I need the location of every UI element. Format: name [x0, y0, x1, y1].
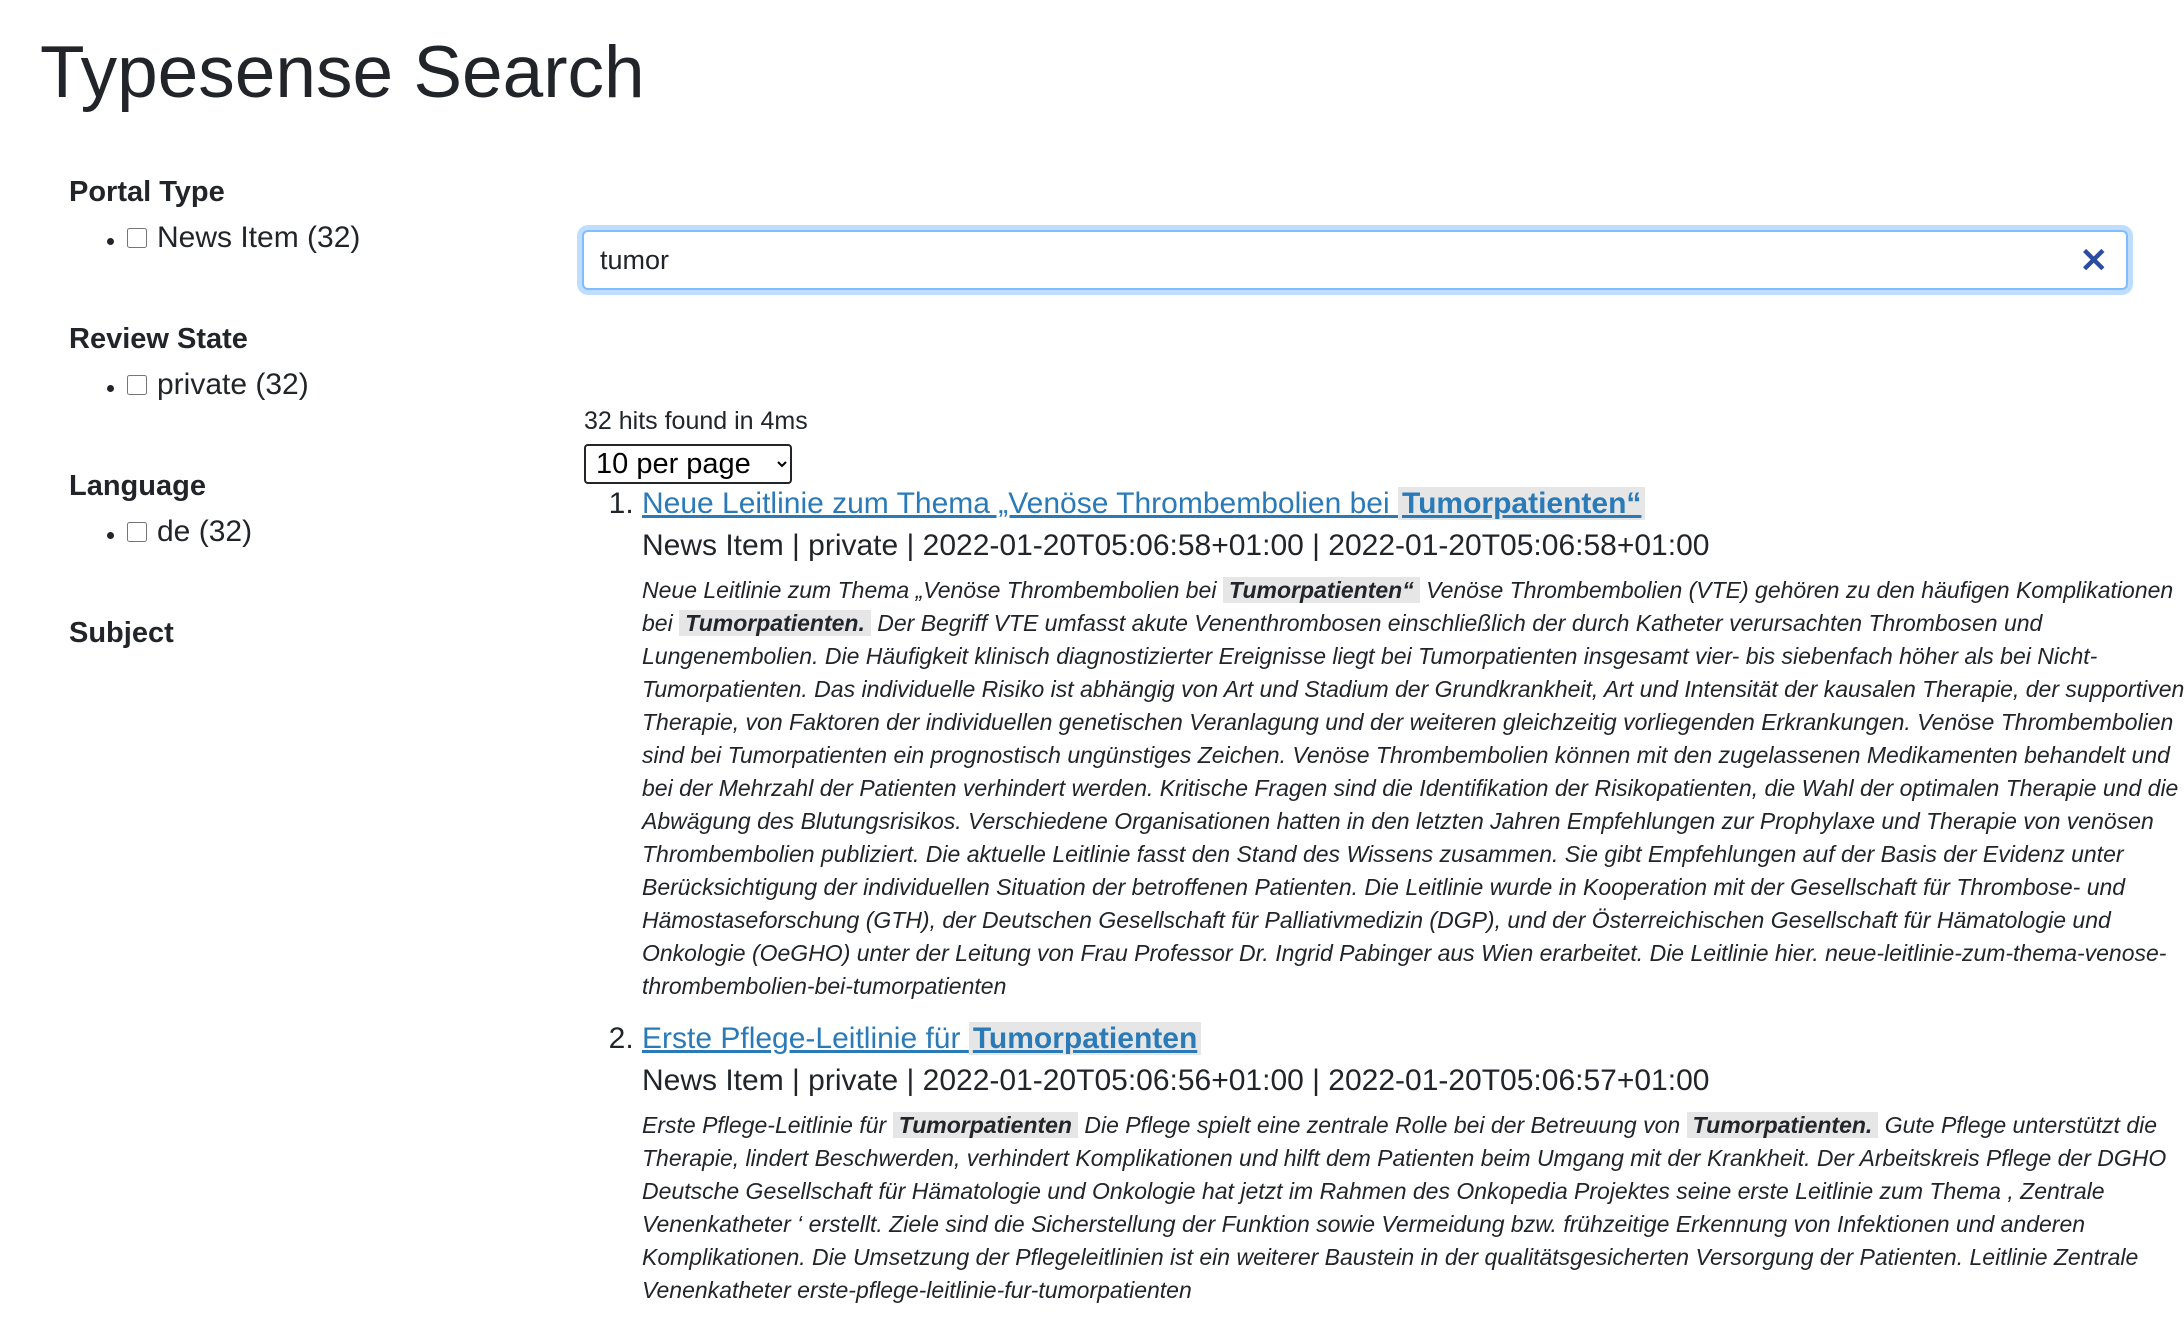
facet-option-label-wrap[interactable] — [127, 512, 252, 552]
search-input[interactable] — [600, 242, 2040, 278]
facet-checkbox-news-item[interactable] — [127, 228, 147, 248]
facet-option-label: • private (32) — [157, 368, 309, 401]
facet-options — [69, 512, 549, 553]
snippet-highlight: Tumorpatienten. — [1687, 1112, 1879, 1138]
snippet-text: Venöse Thrombembolien (VTE) gehören zu den häufigen Komplikationen bei — [642, 577, 2174, 636]
facet-option — [127, 365, 549, 406]
snippet-text: Gute Pflege unterstützt die Therapie, lindert Beschwerden, verhindert Komplikationen und hilft dem Patienten beim Umgang mit der Krankheit. Der Arbeitskreis Pflege der DGHO Deutsche Gesellschaft für Hämatologie und Onkologie hat jetzt im Rahmen des Onkopedia Projektes seine erste Leitlinie zum Thema , Zentrale Venenkatheter ‘ erstellt. Ziele sind die Sicherstellung der Funktion sowie Vermeidung bzw. frühzeitige Erkennung von Infektionen und anderen Komplikationen. Die Umsetzung der Pflegeleitlinien ist ein weiterer Baustein in der qualitätsgesicherten Versorgung der Patienten. Leitlinie Zentrale Venenkatheter erste-pflege-leitlinie-fur-tumorpatienten — [642, 1112, 2167, 1303]
facet-option-label: • News Item (32) — [157, 221, 361, 254]
result-title-highlight: Tumorpatienten“ — [1398, 487, 1645, 520]
facet-option-label-wrap[interactable] — [127, 218, 360, 258]
result-title-text: Neue Leitlinie zum Thema „Venöse Thrombembolien bei — [642, 487, 1398, 520]
result-item — [642, 484, 2184, 1003]
facet-subject — [69, 613, 549, 653]
snippet-text: Neue Leitlinie zum Thema „Venöse Thrombembolien bei — [642, 577, 1223, 603]
result-snippet — [642, 574, 2184, 1003]
results-list — [584, 484, 2184, 1323]
facet-title: Portal Type — [69, 176, 225, 208]
per-page-select[interactable] — [584, 444, 792, 484]
facet-title: Language — [69, 470, 206, 502]
snippet-highlight: Tumorpatienten — [893, 1112, 1078, 1138]
result-title-highlight: Tumorpatienten — [969, 1022, 1201, 1055]
facet-portal-type — [69, 172, 549, 259]
facet-option — [127, 218, 549, 259]
facet-option-label-wrap[interactable] — [127, 365, 309, 405]
page-title: Typesense Search — [40, 32, 645, 113]
facet-checkbox-private[interactable] — [127, 375, 147, 395]
facet-review-state — [69, 319, 549, 406]
facet-sidebar — [69, 172, 549, 713]
facet-language — [69, 466, 549, 553]
snippet-highlight: Tumorpatienten. — [679, 610, 871, 636]
result-meta: News Item | private | 2022-01-20T05:06:58+01:00 | 2022-01-20T05:06:58+01:00 — [642, 529, 1710, 562]
facet-option — [127, 512, 549, 553]
result-title-link[interactable] — [642, 487, 1645, 520]
snippet-text: Der Begriff VTE umfasst akute Venenthrombosen einschließlich der durch Katheter verursachten Thrombosen und Lungenembolien. Die Häufigkeit klinisch diagnostizierter Ereignisse liegt bei Tumorpatienten insgesamt vier- bis siebenfach höher als bei Nicht-Tumorpatienten. Das individuelle Risiko ist abhängig von Art und Stadium der Grundkrankheit, Art und Intensität der kausalen Therapie, der supportiven Therapie, von Faktoren der individuellen genetischen Veranlagung und der weiteren gleichzeitig vorliegenden Erkrankungen. Venöse Thrombembolien sind bei Tumorpatienten ein prognostisch ungünstiges Zeichen. Venöse Thrombembolien können mit den zugelassenen Medikamenten behandelt und bei der Mehrzahl der Patienten verhindert werden. Kritische Fragen sind die Identifikation der Risikopatienten, die Wahl der optimalen Therapie und die Abwägung des Blutungsrisikos. Verschiedene Organisationen hatten in den letzten Jahren Empfehlungen zur Prophylaxe und Therapie von venösen Thrombembolien publiziert. Die aktuelle Leitlinie fasst den Stand des Wissens zusammen. Sie gibt Empfehlungen auf der Basis der Evidenz unter Berücksichtigung der individuellen Situation der betroffenen Patienten. Die Leitlinie wurde in Kooperation mit der Gesellschaft für Thrombose- und Hämostaseforschung (GTH), der Deutschen Gesellschaft für Palliativmedizin (DGP), und der Österreichischen Gesellschaft für Hämatologie und Onkologie (OeGHO) unter der Leitung von Frau Professor Dr. Ingrid Pabinger aus Wien erarbeitet. Die Leitlinie hier. neue-leitlinie-zum-thema-venose-thrombembolien-bei-tumorpatienten — [642, 610, 2184, 999]
result-snippet — [642, 1109, 2184, 1307]
result-title-text: Erste Pflege-Leitlinie für — [642, 1022, 969, 1055]
facet-title: Review State — [69, 323, 248, 355]
result-meta: News Item | private | 2022-01-20T05:06:56+01:00 | 2022-01-20T05:06:57+01:00 — [642, 1064, 1710, 1097]
facet-options — [69, 365, 549, 406]
facet-checkbox-de[interactable] — [127, 522, 147, 542]
snippet-text: Erste Pflege-Leitlinie für — [642, 1112, 893, 1138]
close-icon[interactable]: ✕ — [2079, 242, 2108, 280]
search-box — [582, 230, 2128, 290]
snippet-text: Die Pflege spielt eine zentrale Rolle bei der Betreuung von — [1077, 1112, 1687, 1138]
facet-options — [69, 218, 549, 259]
facet-option-label: • de (32) — [157, 515, 253, 548]
result-item — [642, 1019, 2184, 1307]
snippet-highlight: Tumorpatienten“ — [1223, 577, 1420, 603]
search-stats: 32 hits found in 4ms — [584, 407, 808, 435]
facet-title: Subject — [69, 617, 174, 649]
result-title-link[interactable] — [642, 1022, 1201, 1055]
